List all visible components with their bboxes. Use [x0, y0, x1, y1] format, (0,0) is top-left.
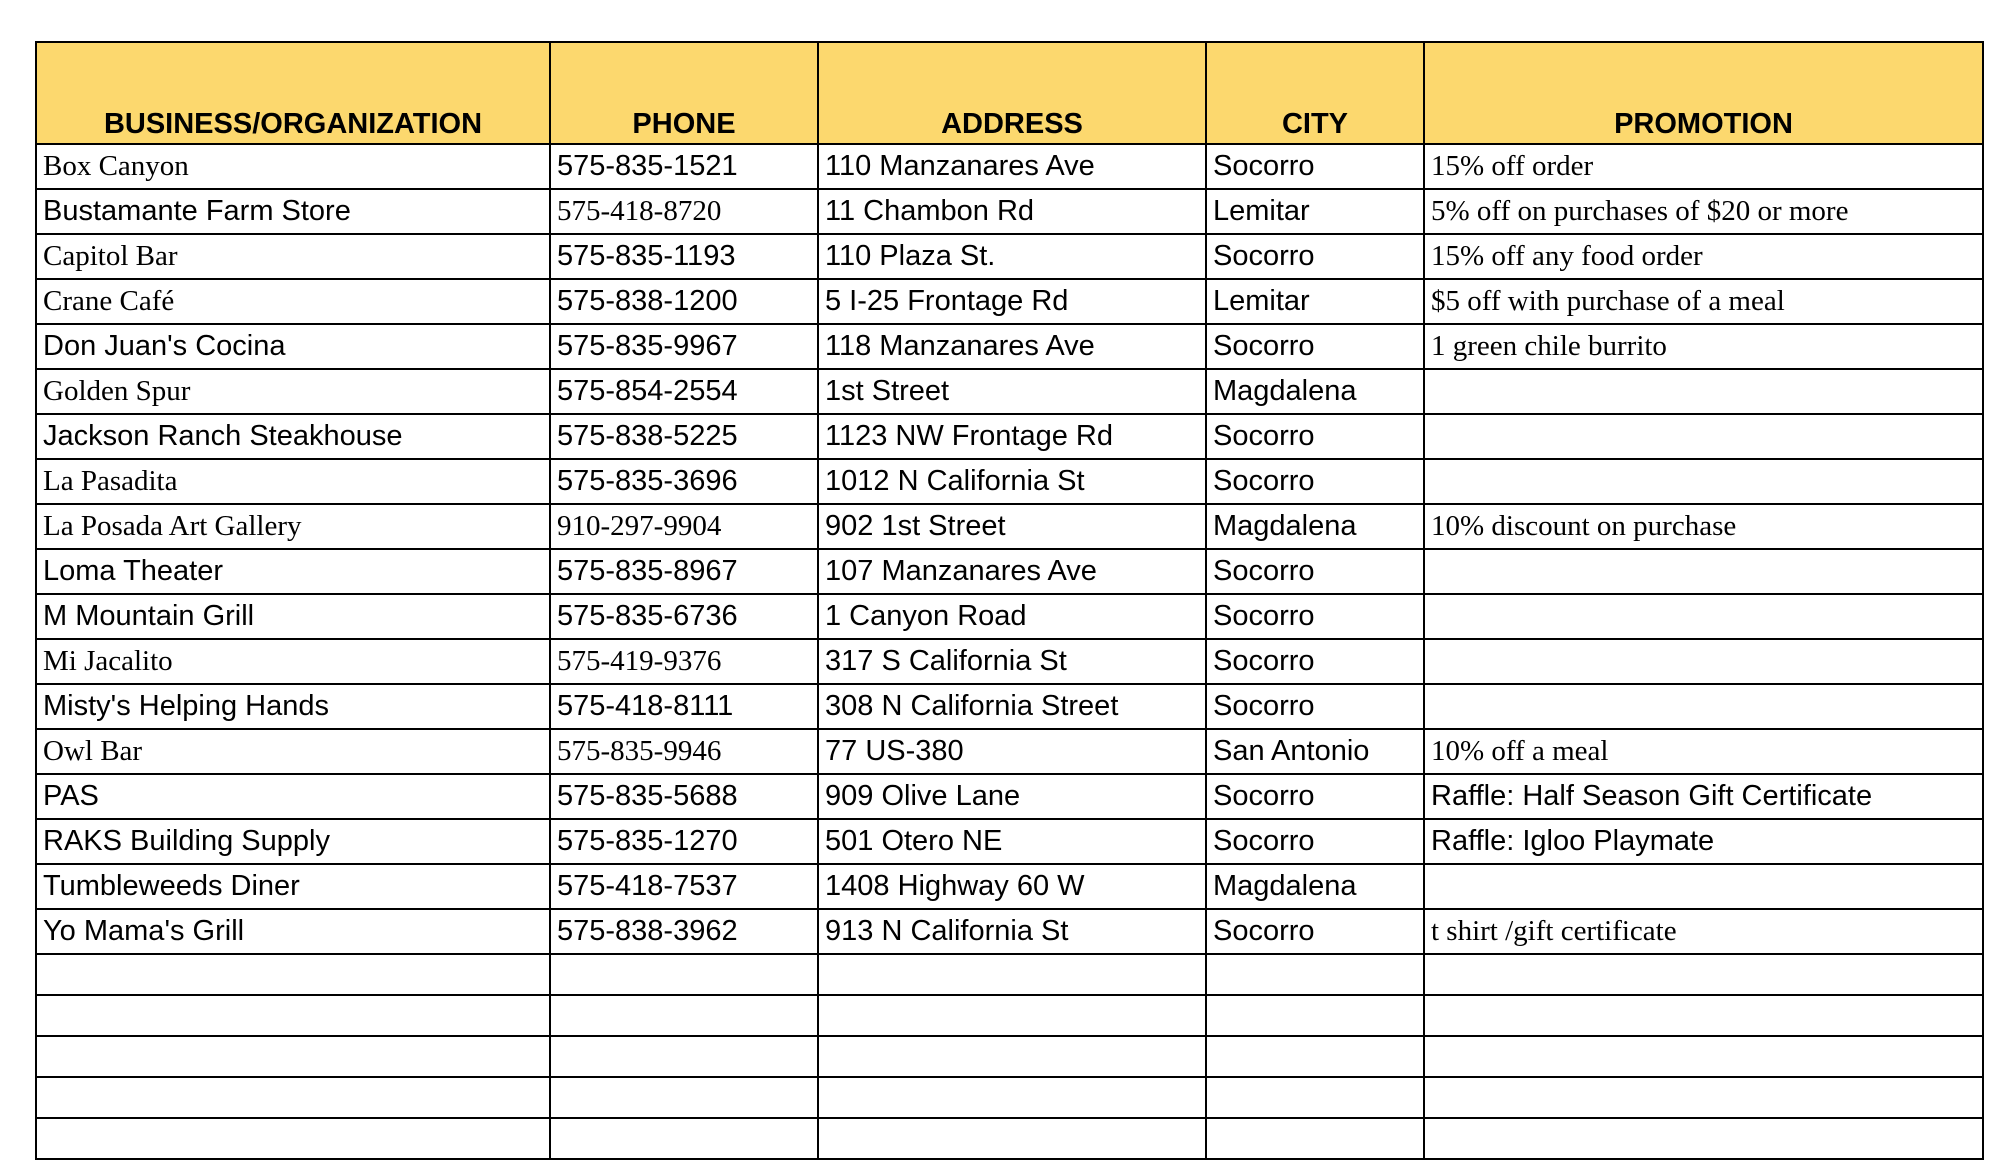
empty-cell	[550, 954, 818, 995]
phone-cell: 575-838-3962	[550, 909, 818, 954]
city-cell: Magdalena	[1206, 864, 1424, 909]
address-cell: 902 1st Street	[818, 504, 1206, 549]
table-row	[36, 684, 1983, 729]
address-cell: 11 Chambon Rd	[818, 189, 1206, 234]
empty-cell	[550, 1077, 818, 1118]
city-cell: Socorro	[1206, 414, 1424, 459]
table-row	[36, 504, 1983, 549]
header-row	[36, 42, 1983, 144]
promotion-cell: 5% off on purchases of $20 or more	[1424, 189, 1983, 234]
phone-cell: 575-835-3696	[550, 459, 818, 504]
city-cell: Lemitar	[1206, 189, 1424, 234]
address-cell: 501 Otero NE	[818, 819, 1206, 864]
empty-cell	[36, 1077, 550, 1118]
empty-row	[36, 954, 1983, 995]
address-cell: 1st Street	[818, 369, 1206, 414]
phone-cell: 910-297-9904	[550, 504, 818, 549]
phone-cell: 575-835-5688	[550, 774, 818, 819]
city-cell: Socorro	[1206, 234, 1424, 279]
empty-row	[36, 1077, 1983, 1118]
table-row	[36, 819, 1983, 864]
column-header-phone: PHONE	[550, 42, 818, 144]
empty-cell	[1206, 1036, 1424, 1077]
empty-cell	[1206, 995, 1424, 1036]
table-row	[36, 909, 1983, 954]
promotion-cell: $5 off with purchase of a meal	[1424, 279, 1983, 324]
empty-cell	[36, 954, 550, 995]
business-cell: La Posada Art Gallery	[36, 504, 550, 549]
table-row	[36, 279, 1983, 324]
business-cell: La Pasadita	[36, 459, 550, 504]
city-cell: Lemitar	[1206, 279, 1424, 324]
empty-cell	[1424, 1077, 1983, 1118]
promotion-cell	[1424, 684, 1983, 729]
promotion-cell	[1424, 864, 1983, 909]
promotion-cell: Raffle: Half Season Gift Certificate	[1424, 774, 1983, 819]
business-cell: Jackson Ranch Steakhouse	[36, 414, 550, 459]
business-cell: PAS	[36, 774, 550, 819]
city-cell: Socorro	[1206, 774, 1424, 819]
phone-cell: 575-835-9967	[550, 324, 818, 369]
city-cell: San Antonio	[1206, 729, 1424, 774]
column-header-business: BUSINESS/ORGANIZATION	[36, 42, 550, 144]
table-row	[36, 549, 1983, 594]
business-cell: Capitol Bar	[36, 234, 550, 279]
column-header-city: CITY	[1206, 42, 1424, 144]
empty-cell	[36, 995, 550, 1036]
empty-cell	[36, 1118, 550, 1159]
empty-cell	[1424, 1118, 1983, 1159]
address-cell: 110 Manzanares Ave	[818, 144, 1206, 189]
table-row	[36, 639, 1983, 684]
business-cell: Tumbleweeds Diner	[36, 864, 550, 909]
empty-cell	[1424, 1036, 1983, 1077]
promotion-cell: 10% discount on purchase	[1424, 504, 1983, 549]
promotion-cell	[1424, 369, 1983, 414]
phone-cell: 575-835-1521	[550, 144, 818, 189]
business-cell: Mi Jacalito	[36, 639, 550, 684]
phone-cell: 575-835-8967	[550, 549, 818, 594]
table-row	[36, 189, 1983, 234]
table-row	[36, 414, 1983, 459]
city-cell: Socorro	[1206, 909, 1424, 954]
column-header-promotion: PROMOTION	[1424, 42, 1983, 144]
business-cell: Crane Café	[36, 279, 550, 324]
empty-row	[36, 1118, 1983, 1159]
empty-cell	[818, 1118, 1206, 1159]
promotion-cell: t shirt /gift certificate	[1424, 909, 1983, 954]
city-cell: Socorro	[1206, 594, 1424, 639]
phone-cell: 575-835-1270	[550, 819, 818, 864]
phone-cell: 575-835-1193	[550, 234, 818, 279]
table-row	[36, 864, 1983, 909]
promotion-cell	[1424, 639, 1983, 684]
phone-cell: 575-418-8720	[550, 189, 818, 234]
empty-cell	[1424, 954, 1983, 995]
business-cell: M Mountain Grill	[36, 594, 550, 639]
table-row	[36, 234, 1983, 279]
business-cell: Box Canyon	[36, 144, 550, 189]
city-cell: Magdalena	[1206, 369, 1424, 414]
promotion-cell	[1424, 459, 1983, 504]
table-row	[36, 324, 1983, 369]
phone-cell: 575-838-1200	[550, 279, 818, 324]
city-cell: Socorro	[1206, 324, 1424, 369]
address-cell: 107 Manzanares Ave	[818, 549, 1206, 594]
address-cell: 1123 NW Frontage Rd	[818, 414, 1206, 459]
business-cell: Misty's Helping Hands	[36, 684, 550, 729]
business-cell: Golden Spur	[36, 369, 550, 414]
address-cell: 5 I-25 Frontage Rd	[818, 279, 1206, 324]
empty-cell	[550, 1118, 818, 1159]
empty-row	[36, 1036, 1983, 1077]
phone-cell: 575-854-2554	[550, 369, 818, 414]
table-row	[36, 594, 1983, 639]
phone-cell: 575-835-9946	[550, 729, 818, 774]
city-cell: Socorro	[1206, 639, 1424, 684]
city-cell: Socorro	[1206, 459, 1424, 504]
table-row	[36, 144, 1983, 189]
business-cell: Don Juan's Cocina	[36, 324, 550, 369]
empty-cell	[1206, 954, 1424, 995]
table-row	[36, 774, 1983, 819]
empty-cell	[818, 1036, 1206, 1077]
business-directory-table	[35, 41, 1984, 1160]
business-cell: Yo Mama's Grill	[36, 909, 550, 954]
city-cell: Socorro	[1206, 819, 1424, 864]
empty-cell	[36, 1036, 550, 1077]
business-cell: Bustamante Farm Store	[36, 189, 550, 234]
promotion-cell: 10% off a meal	[1424, 729, 1983, 774]
phone-cell: 575-835-6736	[550, 594, 818, 639]
promotion-cell: 1 green chile burrito	[1424, 324, 1983, 369]
business-cell: RAKS Building Supply	[36, 819, 550, 864]
address-cell: 308 N California Street	[818, 684, 1206, 729]
promotion-cell: 15% off any food order	[1424, 234, 1983, 279]
address-cell: 1012 N California St	[818, 459, 1206, 504]
promotion-cell	[1424, 594, 1983, 639]
table-row	[36, 459, 1983, 504]
city-cell: Magdalena	[1206, 504, 1424, 549]
empty-cell	[818, 1077, 1206, 1118]
empty-row	[36, 995, 1983, 1036]
address-cell: 909 Olive Lane	[818, 774, 1206, 819]
empty-cell	[550, 1036, 818, 1077]
promotion-cell: 15% off order	[1424, 144, 1983, 189]
empty-cell	[1206, 1077, 1424, 1118]
address-cell: 77 US-380	[818, 729, 1206, 774]
business-cell: Owl Bar	[36, 729, 550, 774]
address-cell: 118 Manzanares Ave	[818, 324, 1206, 369]
business-cell: Loma Theater	[36, 549, 550, 594]
city-cell: Socorro	[1206, 144, 1424, 189]
promotion-cell	[1424, 549, 1983, 594]
address-cell: 1 Canyon Road	[818, 594, 1206, 639]
empty-cell	[818, 954, 1206, 995]
address-cell: 110 Plaza St.	[818, 234, 1206, 279]
empty-cell	[550, 995, 818, 1036]
promotion-cell	[1424, 414, 1983, 459]
promotion-cell: Raffle: Igloo Playmate	[1424, 819, 1983, 864]
phone-cell: 575-418-8111	[550, 684, 818, 729]
empty-cell	[1206, 1118, 1424, 1159]
address-cell: 317 S California St	[818, 639, 1206, 684]
address-cell: 1408 Highway 60 W	[818, 864, 1206, 909]
phone-cell: 575-419-9376	[550, 639, 818, 684]
table-row	[36, 729, 1983, 774]
city-cell: Socorro	[1206, 549, 1424, 594]
column-header-address: ADDRESS	[818, 42, 1206, 144]
address-cell: 913 N California St	[818, 909, 1206, 954]
phone-cell: 575-418-7537	[550, 864, 818, 909]
empty-cell	[1424, 995, 1983, 1036]
city-cell: Socorro	[1206, 684, 1424, 729]
table-row	[36, 369, 1983, 414]
phone-cell: 575-838-5225	[550, 414, 818, 459]
empty-cell	[818, 995, 1206, 1036]
